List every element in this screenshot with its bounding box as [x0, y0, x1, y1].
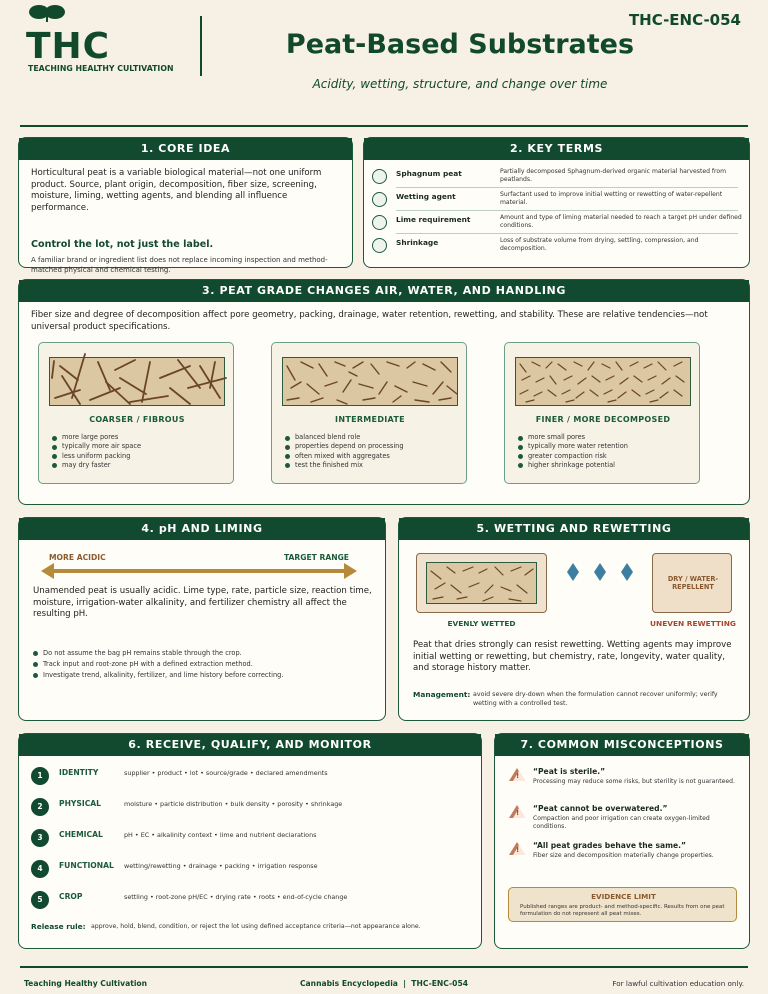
- grade-bullet: higher shrinkage potential: [518, 461, 628, 470]
- management-text: avoid severe dry-down when the formulation cannot recover uniformly; verify wetting with a controlled test.: [473, 691, 718, 707]
- grade-bullet: may dry faster: [52, 461, 141, 470]
- term-definition: Amount and type of liming material needed to reach a target pH under defined conditions.: [500, 214, 742, 229]
- footer-left: Teaching Healthy Cultivation: [24, 979, 148, 988]
- leaf-logo-icon: [28, 3, 66, 23]
- core-idea-panel: [18, 137, 353, 274]
- grade-bullet: balanced blend role: [285, 433, 404, 442]
- ph-liming-panel: [18, 517, 386, 721]
- grade-bullet: more large pores: [52, 433, 141, 442]
- step-number-badge: 5: [31, 891, 49, 909]
- wetted-substrate-box: [426, 562, 537, 604]
- core-idea-callout: Control the lot, not just the label.: [31, 239, 214, 250]
- step-label: CHEMICAL: [59, 830, 103, 839]
- ph-liming-body: Unamended peat is usually acidic. Lime type, rate, particle size, reaction time, moisture, irrigation-water alkalinity, and fertilizer chemistry all affect the resulting pH.: [33, 586, 372, 619]
- footer-right: For lawful cultivation education only.: [612, 979, 744, 988]
- grade-bullets: [518, 433, 628, 470]
- core-idea-heading: 1. CORE IDEA: [19, 138, 352, 160]
- fine-fiber-illustration: [515, 357, 691, 406]
- wetting-heading: 5. WETTING AND REWETTING: [399, 518, 749, 540]
- misconception-quote: “All peat grades behave the same.”: [533, 841, 687, 850]
- grade-bullet: properties depend on processing: [285, 442, 404, 451]
- term-definition: Loss of substrate volume from drying, settling, compression, and decomposition.: [500, 237, 699, 252]
- logo-text: THC: [26, 26, 111, 67]
- ph-bullet: Track input and root-zone pH with a defined extraction method.: [33, 659, 378, 670]
- evenly-wetted-illustration: [416, 553, 547, 613]
- grade-bullet: less uniform packing: [52, 452, 141, 461]
- term-divider: [396, 210, 738, 211]
- intermediate-fiber-illustration: [282, 357, 458, 406]
- release-rule-text: approve, hold, blend, condition, or reject the lot using defined acceptance criteria—not appearance alone.: [91, 923, 421, 930]
- page-title: Peat-Based Substrates: [285, 29, 635, 60]
- misconceptions-heading: 7. COMMON MISCONCEPTIONS: [495, 734, 749, 756]
- wetting-body: Peat that dries strongly can resist rewetting. Wetting agents may improve initial wetting or rewetting, but chemistry, rate, longevity, water quality, and storage history matter.: [413, 640, 732, 673]
- misconception-answer: Fiber size and decomposition materially change properties.: [533, 852, 714, 859]
- misconception-answer: Compaction and poor irrigation can create oxygen-limited conditions.: [533, 815, 710, 830]
- core-idea-note: A familiar brand or ingredient list does not replace incoming inspection and method-matched physical and chemical testing.: [31, 256, 328, 274]
- term-name: Sphagnum peat: [396, 169, 462, 178]
- misconceptions-panel: 7. COMMON MISCONCEPTIONS ! “Peat is sterile.” Processing may reduce some risks, but sterility is not guaranteed. ! “Peat cannot be overwatered.” Compaction and poor irrigation can create oxygen-limited conditions. ! “All peat grades behave the same.” Fiber size and decomposition materially change properties. EVIDENCE LIMIT Published ranges are product- and method-specific. Results from one peat formulation do not represent all peat mixes.: [494, 733, 750, 949]
- header: [0, 0, 768, 128]
- grade-bullet: often mixed with aggregates: [285, 452, 404, 461]
- grade-card-fine: [504, 342, 700, 484]
- term-circle-icon: [372, 192, 387, 207]
- evidence-limit-text: Published ranges are product- and method-specific. Results from one peat formulation do not represent all peat mixes.: [520, 904, 725, 918]
- step-label: PHYSICAL: [59, 799, 102, 808]
- grade-title: COARSER / FIBROUS: [89, 415, 185, 424]
- receive-panel: [18, 733, 482, 949]
- ph-bullet: Do not assume the bag pH remains stable through the crop.: [33, 648, 378, 659]
- grade-bullets: [52, 433, 141, 470]
- step-number-badge: 1: [31, 767, 49, 785]
- key-terms-heading: 2. KEY TERMS: [364, 138, 749, 160]
- step-description: settling • root-zone pH/EC • drying rate • roots • end-of-cycle change: [124, 893, 348, 901]
- term-definition: Surfactant used to improve initial wetting or rewetting of water-repellent material.: [500, 191, 723, 206]
- term-divider: [396, 233, 738, 234]
- target-range-label: TARGET RANGE: [283, 553, 349, 562]
- misconception-answer: Processing may reduce some risks, but sterility is not guaranteed.: [533, 778, 735, 785]
- coarse-fibers-icon: [50, 358, 226, 407]
- grade-title: INTERMEDIATE: [335, 415, 405, 424]
- receive-heading: 6. RECEIVE, QUALIFY, AND MONITOR: [19, 734, 481, 756]
- grade-bullet: greater compaction risk: [518, 452, 628, 461]
- dry-repellent-box: [652, 553, 732, 613]
- footer-center: Cannabis Encyclopedia | THC-ENC-054: [299, 979, 469, 988]
- key-term-row: [372, 235, 750, 258]
- water-droplets-icon: [567, 563, 633, 581]
- grade-card-coarse: [38, 342, 234, 484]
- wetting-panel: [398, 517, 750, 721]
- more-acidic-label: MORE ACIDIC: [49, 553, 106, 562]
- key-term-row: [372, 166, 750, 189]
- key-term-row: [372, 189, 750, 212]
- grade-title: FINER / MORE DECOMPOSED: [535, 415, 671, 424]
- misconception-quote: “Peat is sterile.”: [533, 767, 606, 776]
- grade-bullets: [285, 433, 404, 470]
- grade-bullet: more small pores: [518, 433, 628, 442]
- step-label: CROP: [59, 892, 83, 901]
- evidence-limit-box: [508, 887, 737, 922]
- logo-tagline: TEACHING HEALTHY CULTIVATION: [28, 64, 174, 73]
- term-circle-icon: [372, 238, 387, 253]
- term-name: Lime requirement: [396, 215, 471, 224]
- step-description: supplier • product • lot • source/grade • declared amendments: [124, 769, 328, 777]
- release-rule-label: Release rule:: [31, 922, 86, 931]
- grade-bullet: typically more water retention: [518, 442, 628, 451]
- term-name: Shrinkage: [396, 238, 439, 247]
- evenly-wetted-label: EVENLY WETTED: [447, 619, 516, 628]
- ph-scale-arrow-icon: [41, 562, 357, 580]
- step-label: FUNCTIONAL: [59, 861, 114, 870]
- wetted-fibers-icon: [427, 563, 538, 605]
- key-term-row: [372, 212, 750, 235]
- step-number-badge: 2: [31, 798, 49, 816]
- intermediate-fibers-icon: [283, 358, 459, 407]
- ph-bullet: Investigate trend, alkalinity, fertilizer, and lime history before correcting.: [33, 670, 378, 681]
- header-rule: [20, 125, 748, 127]
- core-idea-body: Horticultural peat is a variable biological material—not one uniform product. Source, plant origin, decomposition, fiber size, screening, moisture, liming, wetting agents, and blending all influence performance.: [31, 168, 322, 213]
- uneven-rewetting-label: UNEVEN REWETTING: [650, 619, 736, 628]
- grade-bullet: typically more air space: [52, 442, 141, 451]
- term-divider: [396, 187, 738, 188]
- page-subtitle: Acidity, wetting, structure, and change over time: [312, 77, 608, 91]
- peat-grade-intro: Fiber size and degree of decomposition affect pore geometry, packing, drainage, water retention, rewetting, and stability. These are relative tendencies—not universal product specifications.: [31, 310, 708, 332]
- peat-grade-heading: 3. PEAT GRADE CHANGES AIR, WATER, AND HANDLING: [19, 280, 749, 302]
- grade-card-intermediate: [271, 342, 467, 484]
- ph-liming-bullets: [33, 648, 378, 681]
- step-label: IDENTITY: [59, 768, 99, 777]
- term-definition: Partially decomposed Sphagnum-derived organic material harvested from peatlands.: [500, 168, 727, 183]
- coarse-fiber-illustration: [49, 357, 225, 406]
- grade-bullet: test the finished mix: [285, 461, 404, 470]
- evidence-limit-title: EVIDENCE LIMIT: [591, 892, 656, 901]
- header-divider: [200, 16, 202, 76]
- document-code: THC-ENC-054: [628, 11, 741, 29]
- key-terms-panel: [363, 137, 750, 268]
- management-label: Management:: [413, 690, 471, 699]
- step-description: pH • EC • alkalinity context • lime and nutrient declarations: [124, 831, 317, 839]
- step-description: wetting/rewetting • drainage • packing • irrigation response: [124, 862, 318, 870]
- term-circle-icon: [372, 215, 387, 230]
- step-number-badge: 4: [31, 860, 49, 878]
- step-description: moisture • particle distribution • bulk density • porosity • shrinkage: [124, 800, 343, 808]
- step-number-badge: 3: [31, 829, 49, 847]
- footer-rule: [20, 966, 748, 968]
- fine-fibers-icon: [516, 358, 692, 407]
- ph-liming-heading: 4. pH AND LIMING: [19, 518, 385, 540]
- term-circle-icon: [372, 169, 387, 184]
- dry-repellent-label: DRY / WATER-REPELLENT: [667, 575, 719, 591]
- misconception-quote: “Peat cannot be overwatered.”: [533, 804, 668, 813]
- term-name: Wetting agent: [396, 192, 456, 201]
